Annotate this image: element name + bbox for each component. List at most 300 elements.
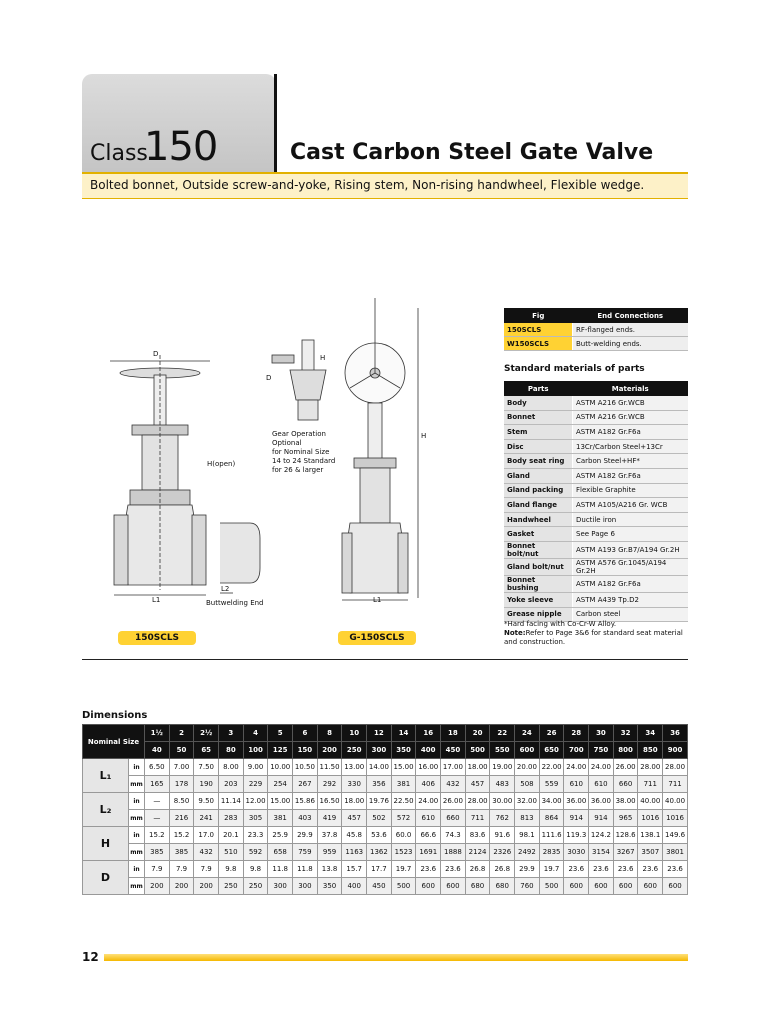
- dim-value-mm: 813: [515, 810, 540, 827]
- dim-value-in: 128.6: [613, 827, 638, 844]
- dim-row-label: L₁: [83, 759, 129, 793]
- dim-value-mm: 502: [367, 810, 392, 827]
- valve-drawing-150scls: [110, 355, 210, 600]
- dim-value-in: 9.8: [219, 861, 244, 878]
- unit-mm: mm: [129, 776, 145, 793]
- size-in-header: 14: [391, 725, 416, 742]
- dim-value-in: 29.9: [515, 861, 540, 878]
- dim-value-in: 17.00: [441, 759, 466, 776]
- table-row: [504, 468, 688, 483]
- material-value: See Page 6: [573, 527, 689, 542]
- table-row: [504, 558, 688, 575]
- gear-note-line: for Nominal Size: [272, 448, 330, 456]
- dim-value-mm: 680: [465, 878, 490, 895]
- dim-value-in: 26.8: [490, 861, 515, 878]
- dim-value-mm: 254: [268, 776, 293, 793]
- dim-row-label: D: [83, 861, 129, 895]
- dim-value-in: 36.00: [589, 793, 614, 810]
- materials-header: Parts: [504, 381, 573, 396]
- dim-value-in: 19.00: [490, 759, 515, 776]
- material-part: Gland bolt/nut: [504, 558, 573, 575]
- dim-value-mm: 1362: [367, 844, 392, 861]
- materials-header: Materials: [573, 381, 689, 396]
- table-row: [504, 454, 688, 469]
- dim-value-in: 38.00: [613, 793, 638, 810]
- dim-value-in: 111.6: [539, 827, 564, 844]
- dim-value-mm: 1523: [391, 844, 416, 861]
- dim-value-mm: 403: [293, 810, 318, 827]
- size-in-header: 8: [317, 725, 342, 742]
- dim-value-in: 23.6: [589, 861, 614, 878]
- page-title: Cast Carbon Steel Gate Valve: [290, 140, 654, 165]
- dim-value-mm: 385: [145, 844, 170, 861]
- dim-value-in: 13.00: [342, 759, 367, 776]
- table-row: [504, 410, 688, 425]
- dim-value-mm: 660: [613, 776, 638, 793]
- dim-value-in: 7.9: [145, 861, 170, 878]
- table-row: [83, 810, 688, 827]
- dim-value-in: 24.00: [416, 793, 441, 810]
- label-h-right: H: [421, 432, 427, 440]
- size-mm-header: 50: [169, 742, 194, 759]
- material-value: Flexible Graphite: [573, 483, 689, 498]
- dim-value-mm: 762: [490, 810, 515, 827]
- dim-value-in: 91.6: [490, 827, 515, 844]
- size-mm-header: 65: [194, 742, 219, 759]
- fig-end-connection: Butt-welding ends.: [573, 337, 689, 351]
- fig-table: [504, 308, 688, 351]
- caption-g150scls: G-150SCLS: [338, 631, 416, 645]
- dim-value-in: 17.0: [194, 827, 219, 844]
- dim-value-in: 23.6: [663, 861, 688, 878]
- size-in-header: 36: [663, 725, 688, 742]
- dim-value-in: 138.1: [638, 827, 663, 844]
- size-mm-header: 800: [613, 742, 638, 759]
- dim-value-mm: 1691: [416, 844, 441, 861]
- size-mm-header: 250: [342, 742, 367, 759]
- dim-value-in: 15.7: [342, 861, 367, 878]
- dim-value-mm: 610: [416, 810, 441, 827]
- dim-value-mm: 965: [613, 810, 638, 827]
- unit-in: in: [129, 759, 145, 776]
- dim-value-mm: 914: [589, 810, 614, 827]
- unit-in: in: [129, 827, 145, 844]
- table-row: [83, 861, 688, 878]
- dim-value-mm: 600: [441, 878, 466, 895]
- size-in-header: 5: [268, 725, 293, 742]
- label-h-open: H(open): [207, 460, 236, 468]
- dim-value-mm: —: [145, 810, 170, 827]
- dim-value-mm: 2835: [539, 844, 564, 861]
- material-part: Bonnet bushing: [504, 575, 573, 592]
- dim-value-in: 22.00: [539, 759, 564, 776]
- dim-value-in: 36.00: [564, 793, 589, 810]
- dim-value-in: 15.00: [268, 793, 293, 810]
- subtitle: Bolted bonnet, Outside screw-and-yoke, Rising stem, Non-rising handwheel, Flexible wedge.: [90, 178, 645, 192]
- footer-bar: [104, 954, 688, 961]
- material-value: ASTM A182 Gr.F6a: [573, 425, 689, 440]
- dim-value-in: 24.00: [564, 759, 589, 776]
- table-row: [504, 323, 688, 337]
- material-part: Body seat ring: [504, 454, 573, 469]
- dim-row-label: L₂: [83, 793, 129, 827]
- dim-value-mm: 759: [293, 844, 318, 861]
- size-in-header: 30: [589, 725, 614, 742]
- class-number: 150: [144, 124, 218, 170]
- dim-value-mm: 680: [490, 878, 515, 895]
- table-row: [504, 541, 688, 558]
- dim-value-mm: 457: [342, 810, 367, 827]
- dim-value-mm: 300: [268, 878, 293, 895]
- note-hardfacing: *Hard facing with Co-Cr-W Alloy.: [504, 620, 617, 628]
- dim-value-mm: 229: [243, 776, 268, 793]
- dim-value-in: 11.8: [268, 861, 293, 878]
- size-mm-header: 550: [490, 742, 515, 759]
- dim-value-mm: 267: [293, 776, 318, 793]
- size-in-header: 2: [169, 725, 194, 742]
- dim-value-in: —: [145, 793, 170, 810]
- dim-value-in: 37.8: [317, 827, 342, 844]
- dim-value-in: 40.00: [663, 793, 688, 810]
- label-d-gear: D: [266, 374, 272, 382]
- dim-value-in: 16.00: [416, 759, 441, 776]
- class-word: Class: [90, 141, 148, 166]
- dim-value-mm: 385: [169, 844, 194, 861]
- size-mm-header: 450: [441, 742, 466, 759]
- dim-value-mm: 178: [169, 776, 194, 793]
- material-value: ASTM A182 Gr.F6a: [573, 575, 689, 592]
- dim-value-in: 45.8: [342, 827, 367, 844]
- dim-value-mm: 432: [194, 844, 219, 861]
- dim-value-mm: 1016: [663, 810, 688, 827]
- fig-code: 150SCLS: [504, 323, 573, 337]
- dim-value-in: 10.50: [293, 759, 318, 776]
- dim-value-mm: 3030: [564, 844, 589, 861]
- dim-value-mm: 600: [613, 878, 638, 895]
- dim-value-in: 20.00: [515, 759, 540, 776]
- dim-value-in: 26.8: [465, 861, 490, 878]
- size-mm-header: 125: [268, 742, 293, 759]
- header-separator: [274, 74, 277, 174]
- dim-value-mm: 3507: [638, 844, 663, 861]
- material-part: Handwheel: [504, 512, 573, 527]
- table-row: [83, 878, 688, 895]
- material-part: Bonnet bolt/nut: [504, 541, 573, 558]
- table-row: [83, 844, 688, 861]
- buttweld-caption: Buttwelding End: [206, 599, 264, 607]
- dim-value-in: 16.50: [317, 793, 342, 810]
- dim-value-mm: 1888: [441, 844, 466, 861]
- size-in-header: 34: [638, 725, 663, 742]
- dim-value-mm: 610: [589, 776, 614, 793]
- dim-value-in: 11.14: [219, 793, 244, 810]
- table-row: [504, 527, 688, 542]
- unit-in: in: [129, 861, 145, 878]
- dim-value-in: 149.6: [663, 827, 688, 844]
- dim-value-mm: 600: [416, 878, 441, 895]
- dim-value-mm: 292: [317, 776, 342, 793]
- dim-value-mm: 658: [268, 844, 293, 861]
- dim-value-mm: 406: [416, 776, 441, 793]
- material-value: 13Cr/Carbon Steel+13Cr: [573, 439, 689, 454]
- note-text: Refer to Page 3&6 for standard seat material and construction.: [504, 629, 683, 646]
- dim-header-row-mm: [83, 742, 688, 759]
- material-part: Disc: [504, 439, 573, 454]
- dim-value-mm: 510: [219, 844, 244, 861]
- dim-value-in: 15.86: [293, 793, 318, 810]
- dim-value-in: 74.3: [441, 827, 466, 844]
- size-mm-header: 900: [663, 742, 688, 759]
- dim-value-in: 22.50: [391, 793, 416, 810]
- materials-header-row: [504, 381, 688, 396]
- dim-value-in: 66.6: [416, 827, 441, 844]
- fig-code: W150SCLS: [504, 337, 573, 351]
- dim-value-in: 17.7: [367, 861, 392, 878]
- dim-row-label: H: [83, 827, 129, 861]
- table-row: [504, 512, 688, 527]
- size-in-header: 2½: [194, 725, 219, 742]
- material-part: Yoke sleeve: [504, 592, 573, 607]
- material-part: Stem: [504, 425, 573, 440]
- dim-value-in: 26.00: [441, 793, 466, 810]
- dim-value-in: 124.2: [589, 827, 614, 844]
- materials-table: [504, 381, 688, 622]
- dim-value-mm: 356: [367, 776, 392, 793]
- dim-value-mm: 400: [342, 878, 367, 895]
- nominal-size-label: Nominal Size: [83, 725, 145, 759]
- dim-value-mm: 241: [194, 810, 219, 827]
- material-part: Gasket: [504, 527, 573, 542]
- dim-value-in: 15.2: [169, 827, 194, 844]
- table-row: [83, 759, 688, 776]
- subtitle-band: [82, 172, 688, 199]
- dim-value-in: 98.1: [515, 827, 540, 844]
- table-row: [504, 592, 688, 607]
- dim-value-mm: 250: [243, 878, 268, 895]
- dim-value-mm: 1016: [638, 810, 663, 827]
- unit-mm: mm: [129, 878, 145, 895]
- dim-value-in: 12.00: [243, 793, 268, 810]
- gear-note-line: 14 to 24 Standard: [272, 457, 336, 465]
- dim-value-mm: 914: [564, 810, 589, 827]
- material-part: Body: [504, 396, 573, 410]
- size-mm-header: 300: [367, 742, 392, 759]
- dim-value-in: 15.00: [391, 759, 416, 776]
- dim-value-in: 10.00: [268, 759, 293, 776]
- unit-in: in: [129, 793, 145, 810]
- material-part: Gland flange: [504, 498, 573, 513]
- dim-value-mm: 572: [391, 810, 416, 827]
- dim-value-in: 119.3: [564, 827, 589, 844]
- dim-value-in: 60.0: [391, 827, 416, 844]
- dim-value-mm: 864: [539, 810, 564, 827]
- dim-value-mm: 3154: [589, 844, 614, 861]
- dim-value-in: 32.00: [515, 793, 540, 810]
- dim-value-in: 25.9: [268, 827, 293, 844]
- dim-value-mm: 500: [391, 878, 416, 895]
- dim-value-in: 9.00: [243, 759, 268, 776]
- material-value: Ductile iron: [573, 512, 689, 527]
- dim-value-in: 24.00: [589, 759, 614, 776]
- dim-value-mm: 3801: [663, 844, 688, 861]
- materials-notes: [504, 620, 694, 647]
- unit-mm: mm: [129, 844, 145, 861]
- size-mm-header: 350: [391, 742, 416, 759]
- gear-note-line: for 26 & larger: [272, 466, 324, 474]
- dim-value-mm: 2326: [490, 844, 515, 861]
- dim-value-mm: 592: [243, 844, 268, 861]
- size-in-header: 1½: [145, 725, 170, 742]
- dimensions-table: [82, 724, 688, 895]
- label-l1-right: L1: [373, 596, 382, 604]
- section-divider: [82, 659, 688, 660]
- table-row: [504, 498, 688, 513]
- dim-value-in: 28.00: [663, 759, 688, 776]
- fig-end-connection: RF-flanged ends.: [573, 323, 689, 337]
- gear-operation-drawing: [262, 330, 337, 425]
- size-in-header: 32: [613, 725, 638, 742]
- unit-mm: mm: [129, 810, 145, 827]
- dim-value-mm: 300: [293, 878, 318, 895]
- gear-note: [272, 430, 335, 475]
- size-mm-header: 500: [465, 742, 490, 759]
- dim-value-in: 11.50: [317, 759, 342, 776]
- materials-title: Standard materials of parts: [504, 364, 645, 374]
- dim-value-mm: 200: [169, 878, 194, 895]
- dim-value-mm: 559: [539, 776, 564, 793]
- size-in-header: 20: [465, 725, 490, 742]
- material-value: ASTM A216 Gr.WCB: [573, 410, 689, 425]
- dim-value-in: 13.8: [317, 861, 342, 878]
- dim-value-mm: 203: [219, 776, 244, 793]
- size-in-header: 12: [367, 725, 392, 742]
- size-in-header: 10: [342, 725, 367, 742]
- dim-value-in: 23.6: [638, 861, 663, 878]
- table-row: [504, 575, 688, 592]
- dim-value-in: 8.50: [169, 793, 194, 810]
- material-part: Gland: [504, 468, 573, 483]
- fig-header: Fig: [504, 308, 573, 323]
- dim-value-in: 18.00: [465, 759, 490, 776]
- label-h-gear: H: [320, 354, 326, 362]
- material-part: Grease nipple: [504, 607, 573, 622]
- dim-value-mm: 711: [663, 776, 688, 793]
- dim-value-mm: 1163: [342, 844, 367, 861]
- dim-value-mm: 350: [317, 878, 342, 895]
- size-in-header: 28: [564, 725, 589, 742]
- dim-value-in: 11.8: [293, 861, 318, 878]
- dim-value-mm: 600: [589, 878, 614, 895]
- note-label: Note:: [504, 629, 526, 637]
- size-mm-header: 700: [564, 742, 589, 759]
- dim-value-mm: 216: [169, 810, 194, 827]
- size-in-header: 16: [416, 725, 441, 742]
- dim-value-mm: 165: [145, 776, 170, 793]
- size-in-header: 24: [515, 725, 540, 742]
- dim-value-mm: 600: [564, 878, 589, 895]
- label-l2: L2: [221, 585, 230, 593]
- size-mm-header: 40: [145, 742, 170, 759]
- dim-value-mm: 483: [490, 776, 515, 793]
- dim-value-mm: 283: [219, 810, 244, 827]
- dim-value-in: 23.6: [613, 861, 638, 878]
- dim-value-mm: 250: [219, 878, 244, 895]
- material-value: ASTM A216 Gr.WCB: [573, 396, 689, 410]
- table-row: [83, 793, 688, 810]
- table-row: [83, 827, 688, 844]
- dim-header-row-in: [83, 725, 688, 742]
- dim-value-mm: 600: [663, 878, 688, 895]
- table-row: [504, 337, 688, 351]
- dim-value-in: 7.9: [194, 861, 219, 878]
- dim-value-in: 7.50: [194, 759, 219, 776]
- dim-value-mm: 508: [515, 776, 540, 793]
- dim-value-in: 29.9: [293, 827, 318, 844]
- gear-note-line: Gear Operation: [272, 430, 326, 438]
- dim-value-in: 6.50: [145, 759, 170, 776]
- table-row: [504, 396, 688, 410]
- dim-value-in: 28.00: [465, 793, 490, 810]
- size-in-header: 26: [539, 725, 564, 742]
- dim-value-mm: 432: [441, 776, 466, 793]
- dim-value-mm: 760: [515, 878, 540, 895]
- dim-value-mm: 711: [465, 810, 490, 827]
- size-mm-header: 750: [589, 742, 614, 759]
- dim-value-in: 9.8: [243, 861, 268, 878]
- label-d-left: D: [153, 350, 159, 358]
- dim-value-in: 30.00: [490, 793, 515, 810]
- gear-note-line: Optional: [272, 439, 302, 447]
- size-mm-header: 200: [317, 742, 342, 759]
- dim-value-mm: 457: [465, 776, 490, 793]
- material-value: ASTM A182 Gr.F6a: [573, 468, 689, 483]
- material-part: Bonnet: [504, 410, 573, 425]
- label-l1-left: L1: [152, 596, 161, 604]
- size-mm-header: 80: [219, 742, 244, 759]
- dim-value-in: 83.6: [465, 827, 490, 844]
- dim-value-in: 19.7: [539, 861, 564, 878]
- dim-value-in: 20.1: [219, 827, 244, 844]
- size-mm-header: 600: [515, 742, 540, 759]
- size-in-header: 4: [243, 725, 268, 742]
- size-in-header: 6: [293, 725, 318, 742]
- size-in-header: 22: [490, 725, 515, 742]
- size-in-header: 3: [219, 725, 244, 742]
- material-value: ASTM A576 Gr.1045/A194 Gr.2H: [573, 558, 689, 575]
- dim-value-in: 18.00: [342, 793, 367, 810]
- note-refer: [504, 629, 694, 647]
- page-number: 12: [82, 950, 99, 964]
- dim-value-mm: 2124: [465, 844, 490, 861]
- dim-value-mm: 419: [317, 810, 342, 827]
- table-row: [83, 776, 688, 793]
- size-mm-header: 650: [539, 742, 564, 759]
- table-row: [504, 483, 688, 498]
- dim-value-in: 7.9: [169, 861, 194, 878]
- dim-value-in: 9.50: [194, 793, 219, 810]
- material-value: ASTM A105/A216 Gr. WCB: [573, 498, 689, 513]
- dim-value-in: 26.00: [613, 759, 638, 776]
- dim-value-in: 53.6: [367, 827, 392, 844]
- dim-value-in: 40.00: [638, 793, 663, 810]
- material-value: Carbon Steel+HF*: [573, 454, 689, 469]
- dim-value-mm: 660: [441, 810, 466, 827]
- dim-value-mm: 959: [317, 844, 342, 861]
- size-in-header: 18: [441, 725, 466, 742]
- dim-value-in: 8.00: [219, 759, 244, 776]
- material-value: ASTM A439 Tp.D2: [573, 592, 689, 607]
- dim-value-mm: 711: [638, 776, 663, 793]
